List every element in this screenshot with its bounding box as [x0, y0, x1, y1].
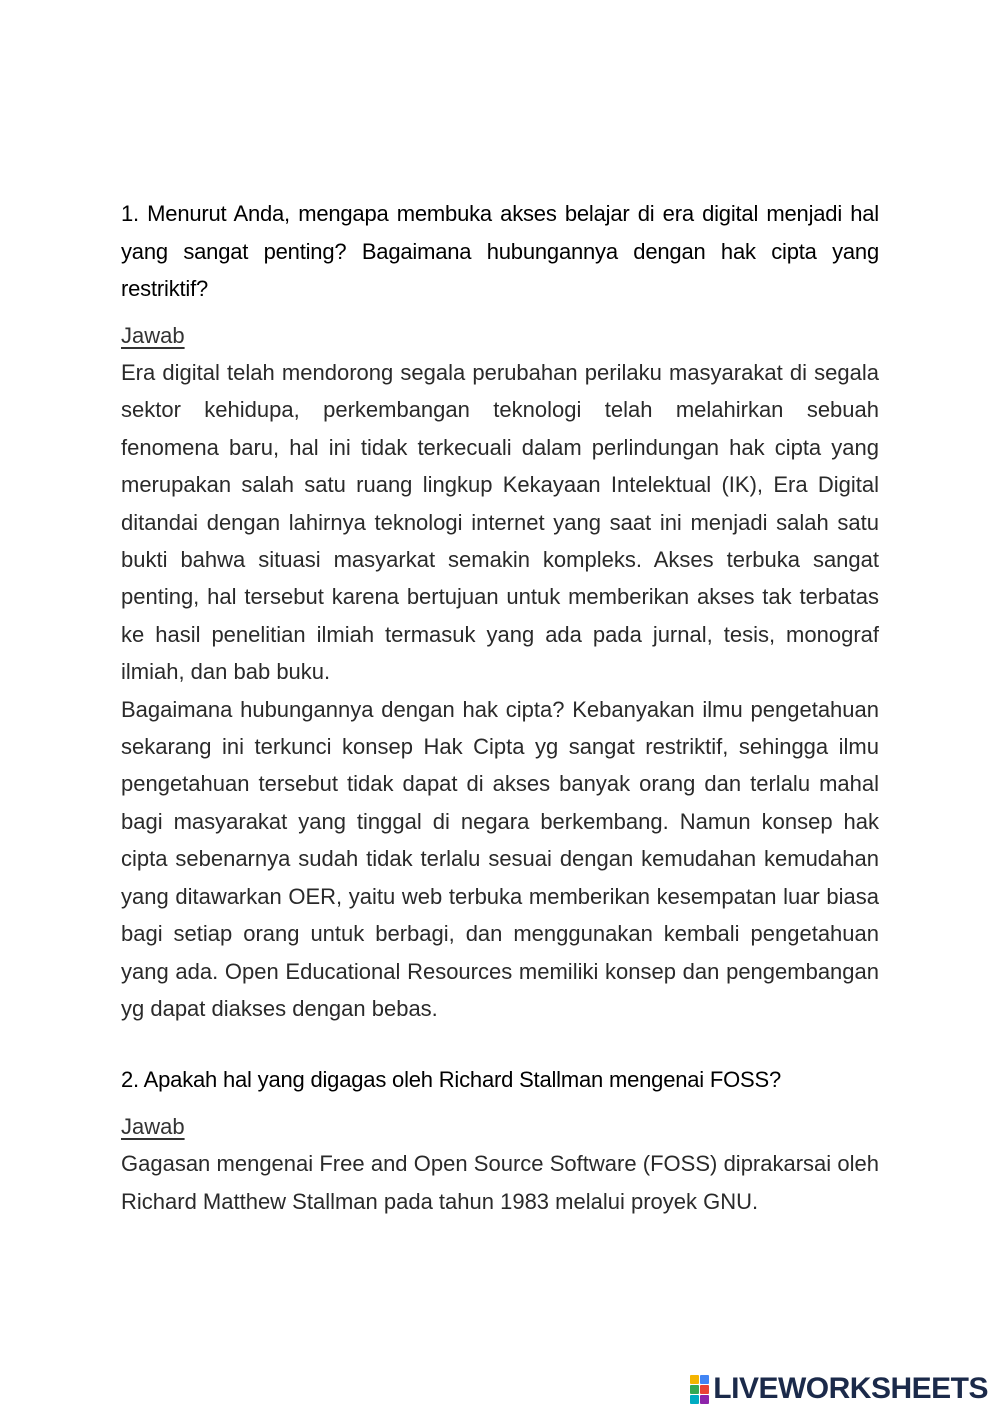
- worksheet-content: [121, 195, 879, 1220]
- answer-1-paragraph-1: Era digital telah mendorong segala perubahan perilaku masyarakat di segala sektor kehidupa, perkembangan teknologi telah melahirkan sebuah fenomena baru, hal ini tidak terkecuali dalam perlindungan hak cipta yang merupakan salah satu ruang lingkup Kekayaan Intelektual (IK), Era Digital ditandai dengan lahirnya teknologi internet yang saat ini menjadi salah satu bukti bahwa situasi masyarkat semakin kompleks. Akses terbuka sangat penting, hal tersebut karena bertujuan untuk memberikan akses tak terbatas ke hasil penelitian ilmiah termasuk yang ada pada jurnal, tesis, monograf ilmiah, dan bab buku.: [121, 360, 879, 685]
- question-1-text: 1. Menurut Anda, mengapa membuka akses belajar di era digital menjadi hal yang sangat penting? Bagaimana hubungannya dengan hak cipta yang restriktif?: [121, 201, 879, 301]
- answer-label-1: Jawab: [121, 322, 185, 348]
- logo-square-icon: [700, 1395, 709, 1404]
- answer-label-2: Jawab: [121, 1113, 185, 1139]
- question-2-text: 2. Apakah hal yang digagas oleh Richard Stallman mengenai FOSS?: [121, 1067, 782, 1093]
- answer-1-paragraph-2: Bagaimana hubungannya dengan hak cipta? Kebanyakan ilmu pengetahuan sekarang ini terkunci konsep Hak Cipta yg sangat restriktif, sehingga ilmu pengetahuan tersebut tidak dapat di akses banyak orang dan terlalu mahal bagi masyarakat yang tinggal di negara berkembang. Namun konsep hak cipta sebenarnya sudah tidak terlalu sesuai dengan kemudahan kemudahan yang ditawarkan OER, yaitu web terbuka memberikan kesempatan luar biasa bagi setiap orang untuk berbagi, dan menggunakan kembali pengetahuan yang ada. Open Educational Resources memiliki konsep dan pengembangan yg dapat diakses dengan bebas.: [121, 696, 879, 1021]
- liveworksheets-icon: [690, 1375, 709, 1404]
- logo-square-icon: [690, 1385, 699, 1394]
- liveworksheets-logo[interactable]: [690, 1372, 988, 1406]
- answer-2-paragraph-1: Gagasan mengenai Free and Open Source Software (FOSS) diprakarsai oleh Richard Matthew Stallman pada tahun 1983 melalui proyek GNU.: [121, 1151, 879, 1214]
- logo-square-icon: [700, 1385, 709, 1394]
- logo-square-icon: [700, 1375, 709, 1384]
- logo-square-icon: [690, 1395, 699, 1404]
- liveworksheets-wordmark: LIVEWORKSHEETS: [713, 1372, 988, 1405]
- logo-square-icon: [690, 1375, 699, 1384]
